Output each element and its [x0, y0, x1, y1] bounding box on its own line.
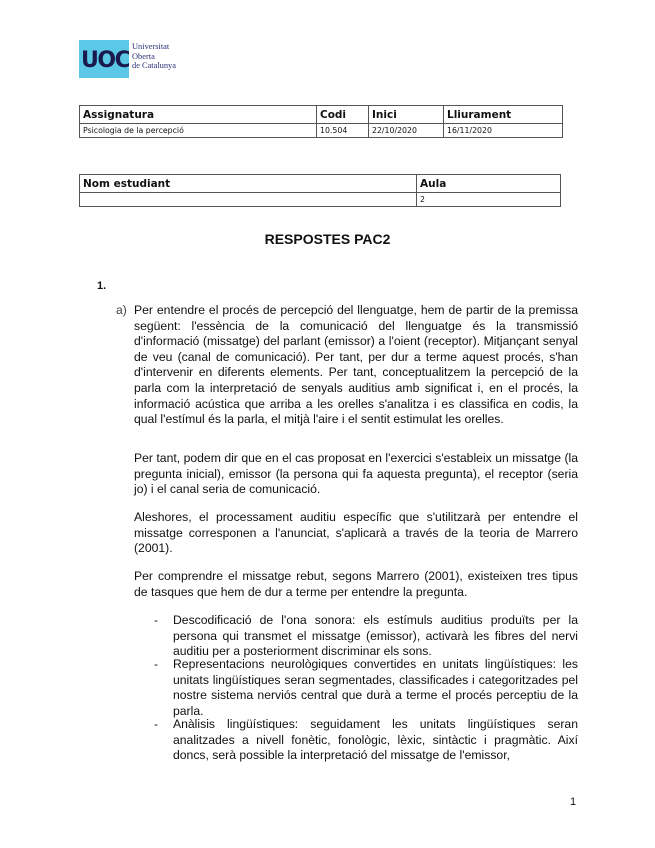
course-header-delivery: Lliurament	[444, 106, 563, 124]
answer-label: a)	[116, 303, 127, 317]
paragraph-2: Per tant, podem dir que en el cas proposat en l'exercici s'estableix un missatge (la pregunta inicial), emissor (la persona qui fa aquesta pregunta), el receptor (seria jo) i el canal seria de comunicació.	[134, 451, 578, 497]
uoc-logo	[79, 40, 189, 80]
course-value-code: 10.504	[317, 124, 369, 138]
bullet-marker-3: -	[154, 717, 159, 731]
uoc-logo-mark	[79, 40, 129, 78]
student-header-classroom: Aula	[417, 175, 561, 193]
logo-line-1: Universitat	[132, 42, 170, 51]
course-value-subject: Psicologia de la percepció	[80, 124, 317, 138]
paragraph-4: Per comprendre el missatge rebut, segons Marrero (2001), existeixen tres tipus de tasques que hem de dur a terme per entendre la pregunta.	[134, 569, 578, 599]
student-table-value-row	[80, 193, 561, 207]
paragraph-3: Aleshores, el processament auditiu específic que s'utilitzarà per entendre el missatge corresponen a l'anunciat, s'aplicarà a través de la teoria de Marrero (2001).	[134, 510, 578, 556]
paragraph-1: Per entendre el procés de percepció del llenguatge, hem de partir de la premissa següent: l'essència de la comunicació del llenguatge és la transmissió d'informació (missatge) del parlant (emissor) a l'oient (receptor). Mitjançant senyal de veu (canal de comunicació). Per tant, per dur a terme aquest procés, s'han d'intervenir en diferents elements. Per tant, conceptualitzem la percepció de la parla com la interpretació de senyals auditius amb significat i, en el procés, la informació acústica que arriba a les orelles s'analitza i es classifica en codis, la qual l'estímul és la parla, el mitjà l'aire i el sentit estimulat les orelles.	[134, 303, 578, 427]
student-value-name	[80, 193, 417, 207]
course-table-value-row	[80, 124, 563, 138]
student-info-table	[79, 174, 561, 207]
uoc-logo-mark-text: UOC	[81, 48, 129, 73]
page-title: RESPOSTES PAC2	[264, 231, 391, 247]
uoc-logo-text	[132, 42, 176, 71]
course-value-delivery: 16/11/2020	[444, 124, 563, 138]
course-value-start: 22/10/2020	[369, 124, 444, 138]
student-header-name: Nom estudiant	[80, 175, 417, 193]
bullet-marker-1: -	[154, 613, 159, 627]
course-header-start: Inici	[369, 106, 444, 124]
course-header-subject: Assignatura	[80, 106, 317, 124]
student-table-header-row	[80, 175, 561, 193]
student-value-classroom: 2	[417, 193, 561, 207]
bullet-item-1: Descodificació de l'ona sonora: els estímuls auditius produïts per la persona qui transmet el missatge (emissor), activarà les fibres del nervi auditiu per a posteriorment discriminar els sons.	[173, 613, 578, 659]
bullet-marker-2: -	[154, 657, 159, 671]
logo-line-3: de Catalunya	[132, 61, 176, 71]
bullet-item-2: Representacions neurològiques convertides en unitats lingüístiques: les unitats lingüístiques seran segmentades, classificades i categoritzades pel nostre sistema nerviós central que durà a terme el procés perceptiu de la parla.	[173, 657, 578, 718]
page-number: 1	[570, 796, 577, 808]
course-table-header-row	[80, 106, 563, 124]
course-info-table	[79, 105, 563, 138]
logo-line-2: Oberta	[132, 51, 155, 61]
course-header-code: Codi	[317, 106, 369, 124]
bullet-item-3: Anàlisis lingüístiques: seguidament les unitats lingüístiques seran analitzades a nivell fonètic, fonològic, lèxic, sintàctic i pragmàtic. Així doncs, serà possible la interpretació del missatge de l'emissor,	[173, 717, 578, 763]
question-number: 1.	[97, 280, 107, 292]
